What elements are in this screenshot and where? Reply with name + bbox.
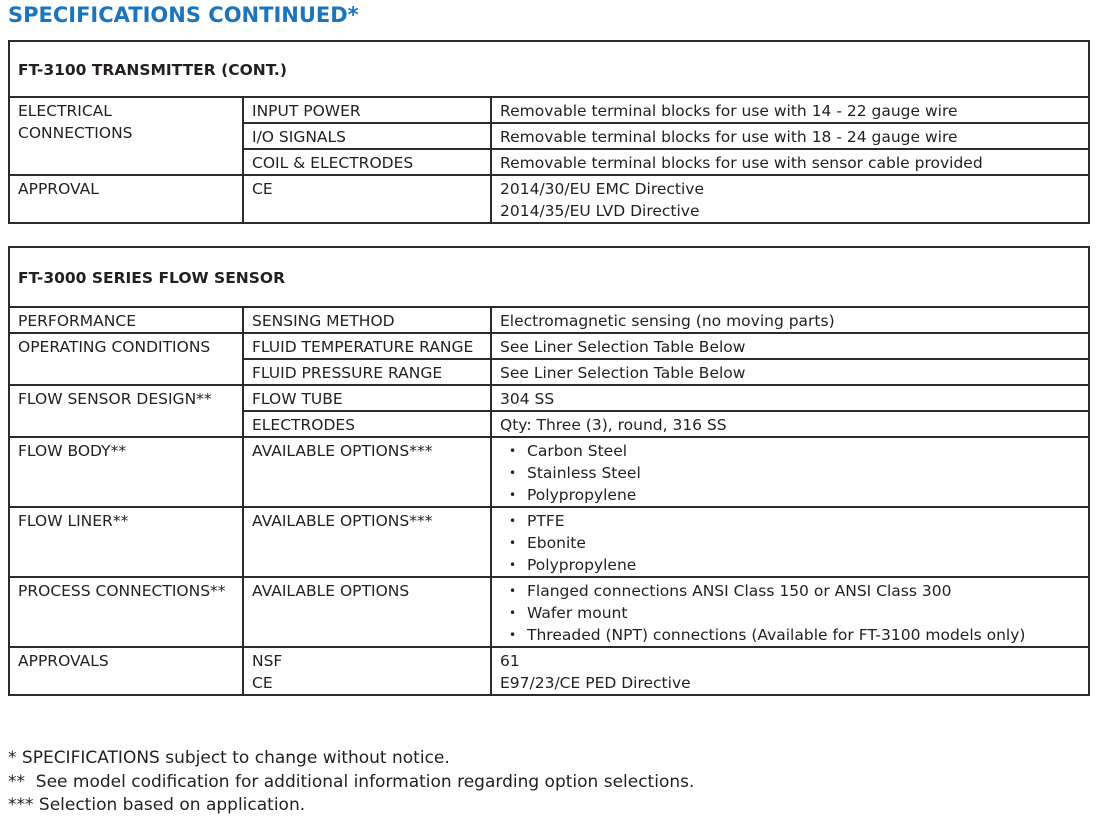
footnote: ** See model codification for additional information regarding option selections. [8, 771, 695, 792]
table-row [9, 385, 1089, 411]
value-line: 61 [500, 652, 520, 670]
param-cell: CE [243, 175, 491, 223]
list-item: • Polypropylene [500, 484, 1080, 506]
list-item: • Wafer mount [500, 602, 1080, 624]
value-cell: Electromagnetic sensing (no moving parts) [491, 307, 1089, 333]
table-row [9, 97, 1089, 123]
param-cell [243, 647, 491, 695]
value-cell: Removable terminal blocks for use with 18 - 24 gauge wire [491, 123, 1089, 149]
table-heading: FT-3000 SERIES FLOW SENSOR [9, 247, 1089, 307]
transmitter-spec-table [8, 40, 1090, 224]
param-cell: FLUID TEMPERATURE RANGE [243, 333, 491, 359]
table-heading: FT-3100 TRANSMITTER (CONT.) [9, 41, 1089, 97]
row-label: PERFORMANCE [9, 307, 243, 333]
table-row [9, 647, 1089, 695]
table-row [9, 577, 1089, 647]
param-cell: I/O SIGNALS [243, 123, 491, 149]
list-item: • Flanged connections ANSI Class 150 or ANSI Class 300 [500, 580, 1080, 602]
table-row [9, 307, 1089, 333]
param-line: NSF [252, 652, 283, 670]
param-cell: AVAILABLE OPTIONS [243, 577, 491, 647]
row-label: OPERATING CONDITIONS [9, 333, 243, 385]
param-cell: INPUT POWER [243, 97, 491, 123]
param-line: CE [252, 674, 273, 692]
list-item: • Polypropylene [500, 554, 1080, 576]
list-item: • Carbon Steel [500, 440, 1080, 462]
value-line: 2014/30/EU EMC Directive [500, 180, 705, 198]
value-cell: 304 SS [491, 385, 1089, 411]
options-list [500, 440, 1080, 506]
param-cell: FLUID PRESSURE RANGE [243, 359, 491, 385]
table-row [9, 175, 1089, 223]
footnotes [8, 747, 694, 818]
value-cell: Removable terminal blocks for use with sensor cable provided [491, 149, 1089, 175]
param-cell: COIL & ELECTRODES [243, 149, 491, 175]
param-cell: ELECTRODES [243, 411, 491, 437]
flow-sensor-spec-table [8, 246, 1090, 696]
row-label: FLOW LINER** [9, 507, 243, 577]
table-row [9, 507, 1089, 577]
row-label: FLOW SENSOR DESIGN** [9, 385, 243, 437]
value-cell: Removable terminal blocks for use with 14 - 22 gauge wire [491, 97, 1089, 123]
row-label: APPROVAL [9, 175, 243, 223]
param-cell: AVAILABLE OPTIONS*** [243, 437, 491, 507]
value-cell [491, 577, 1089, 647]
list-item: • Threaded (NPT) connections (Available for FT-3100 models only) [500, 624, 1080, 646]
table-row [9, 333, 1089, 359]
row-label: PROCESS CONNECTIONS** [9, 577, 243, 647]
footnote: *** Selection based on application. [8, 795, 306, 815]
value-cell [491, 507, 1089, 577]
row-label: ELECTRICAL CONNECTIONS [9, 97, 243, 175]
list-item: • PTFE [500, 510, 1080, 532]
table-row [9, 437, 1089, 507]
param-cell: AVAILABLE OPTIONS*** [243, 507, 491, 577]
list-item: • Ebonite [500, 532, 1080, 554]
list-item: • Stainless Steel [500, 462, 1080, 484]
value-cell [491, 175, 1089, 223]
page-title: SPECIFICATIONS CONTINUED* [8, 3, 359, 27]
param-cell: FLOW TUBE [243, 385, 491, 411]
value-line: E97/23/CE PED Directive [500, 674, 691, 692]
value-cell: Qty: Three (3), round, 316 SS [491, 411, 1089, 437]
value-cell [491, 647, 1089, 695]
value-cell: See Liner Selection Table Below [491, 359, 1089, 385]
value-cell: See Liner Selection Table Below [491, 333, 1089, 359]
options-list [500, 580, 1080, 646]
param-cell: SENSING METHOD [243, 307, 491, 333]
footnote: * SPECIFICATIONS subject to change without notice. [8, 748, 450, 768]
row-label: FLOW BODY** [9, 437, 243, 507]
value-cell [491, 437, 1089, 507]
options-list [500, 510, 1080, 576]
row-label: APPROVALS [9, 647, 243, 695]
value-line: 2014/35/EU LVD Directive [500, 202, 700, 220]
